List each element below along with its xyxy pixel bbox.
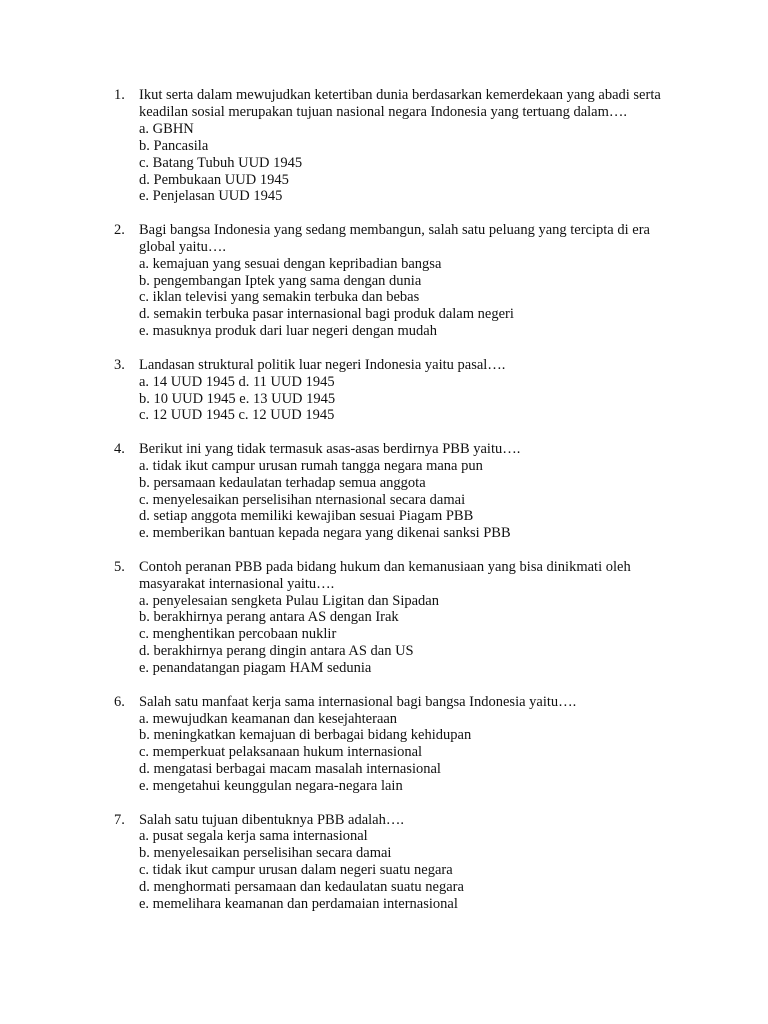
answer-option: e. mengetahui keunggulan negara-negara lain (139, 778, 403, 795)
question-number: 4. (114, 440, 125, 457)
answer-options (139, 374, 674, 425)
answer-option: b. menyelesaikan perselisihan secara damai (139, 845, 392, 862)
question-text: Contoh peranan PBB pada bidang hukum dan kemanusiaan yang bisa dinikmati oleh masyarakat internasional yaitu…. (139, 558, 631, 592)
answer-option: d. berakhirnya perang dingin antara AS dan US (139, 643, 414, 660)
question-body (139, 222, 674, 340)
answer-option: a. kemajuan yang sesuai dengan kepribadian bangsa (139, 255, 442, 272)
question-text: Salah satu tujuan dibentuknya PBB adalah…. (139, 811, 404, 828)
answer-option: c. memperkuat pelaksanaan hukum internasional (139, 744, 423, 761)
question-body (139, 357, 674, 425)
answer-option: a. pusat segala kerja sama internasional (139, 828, 368, 845)
question-number: 3. (114, 356, 125, 373)
question-text: Bagi bangsa Indonesia yang sedang membangun, salah satu peluang yang tercipta di era global yaitu…. (139, 221, 650, 255)
answer-options (139, 458, 674, 543)
answer-option: c. 12 UUD 1945 c. 12 UUD 1945 (139, 407, 335, 424)
answer-options (139, 121, 674, 206)
question-5 (114, 559, 674, 677)
answer-option: b. meningkatkan kemajuan di berbagai bidang kehidupan (139, 727, 472, 744)
answer-option: c. menghentikan percobaan nuklir (139, 626, 337, 643)
question-number: 5. (114, 558, 125, 575)
answer-option: e. Penjelasan UUD 1945 (139, 188, 283, 205)
question-body (139, 441, 674, 542)
answer-option: e. penandatangan piagam HAM sedunia (139, 660, 372, 677)
answer-option: e. memberikan bantuan kepada negara yang dikenai sanksi PBB (139, 525, 511, 542)
question-3 (114, 357, 674, 425)
question-2 (114, 222, 674, 340)
question-body (139, 87, 674, 205)
answer-option: c. tidak ikut campur urusan dalam negeri suatu negara (139, 862, 453, 879)
question-4 (114, 441, 674, 542)
answer-option: d. setiap anggota memiliki kewajiban sesuai Piagam PBB (139, 508, 474, 525)
question-text: Berikut ini yang tidak termasuk asas-asas berdirnya PBB yaitu…. (139, 440, 521, 457)
question-1 (114, 87, 674, 205)
answer-options (139, 256, 674, 341)
question-body (139, 694, 674, 795)
answer-option: a. 14 UUD 1945 d. 11 UUD 1945 (139, 373, 335, 390)
question-6 (114, 694, 674, 795)
answer-options (139, 711, 674, 796)
question-number: 6. (114, 693, 125, 710)
question-body (139, 812, 674, 913)
answer-option: c. iklan televisi yang semakin terbuka dan bebas (139, 289, 420, 306)
answer-option: b. berakhirnya perang antara AS dengan Irak (139, 609, 399, 626)
answer-option: e. masuknya produk dari luar negeri dengan mudah (139, 323, 437, 340)
answer-option: e. memelihara keamanan dan perdamaian internasional (139, 896, 458, 913)
answer-option: b. pengembangan Iptek yang sama dengan dunia (139, 272, 422, 289)
question-number: 2. (114, 221, 125, 238)
answer-option: c. Batang Tubuh UUD 1945 (139, 154, 303, 171)
answer-option: a. GBHN (139, 120, 194, 137)
question-number: 7. (114, 811, 125, 828)
answer-option: d. semakin terbuka pasar internasional bagi produk dalam negeri (139, 306, 514, 323)
question-number: 1. (114, 87, 125, 103)
answer-option: d. mengatasi berbagai macam masalah internasional (139, 761, 441, 778)
question-text: Landasan struktural politik luar negeri Indonesia yaitu pasal…. (139, 356, 506, 373)
question-text: Salah satu manfaat kerja sama internasional bagi bangsa Indonesia yaitu…. (139, 693, 577, 710)
question-7 (114, 812, 674, 913)
answer-option: b. persamaan kedaulatan terhadap semua anggota (139, 474, 426, 491)
answer-option: b. 10 UUD 1945 e. 13 UUD 1945 (139, 390, 336, 407)
answer-option: c. menyelesaikan perselisihan nternasional secara damai (139, 491, 466, 508)
answer-option: a. mewujudkan keamanan dan kesejahteraan (139, 710, 398, 727)
answer-options (139, 828, 674, 913)
answer-option: a. penyelesaian sengketa Pulau Ligitan dan Sipadan (139, 592, 439, 609)
question-body (139, 559, 674, 677)
answer-option: a. tidak ikut campur urusan rumah tangga negara mana pun (139, 457, 483, 474)
answer-options (139, 593, 674, 678)
answer-option: d. menghormati persamaan dan kedaulatan suatu negara (139, 879, 464, 896)
question-text: Ikut serta dalam mewujudkan ketertiban dunia berdasarkan kemerdekaan yang abadi serta keadilan sosial merupakan tujuan nasional negara Indonesia yang tertuang dalam…. (139, 87, 661, 120)
answer-option: b. Pancasila (139, 137, 209, 154)
answer-option: d. Pembukaan UUD 1945 (139, 171, 289, 188)
